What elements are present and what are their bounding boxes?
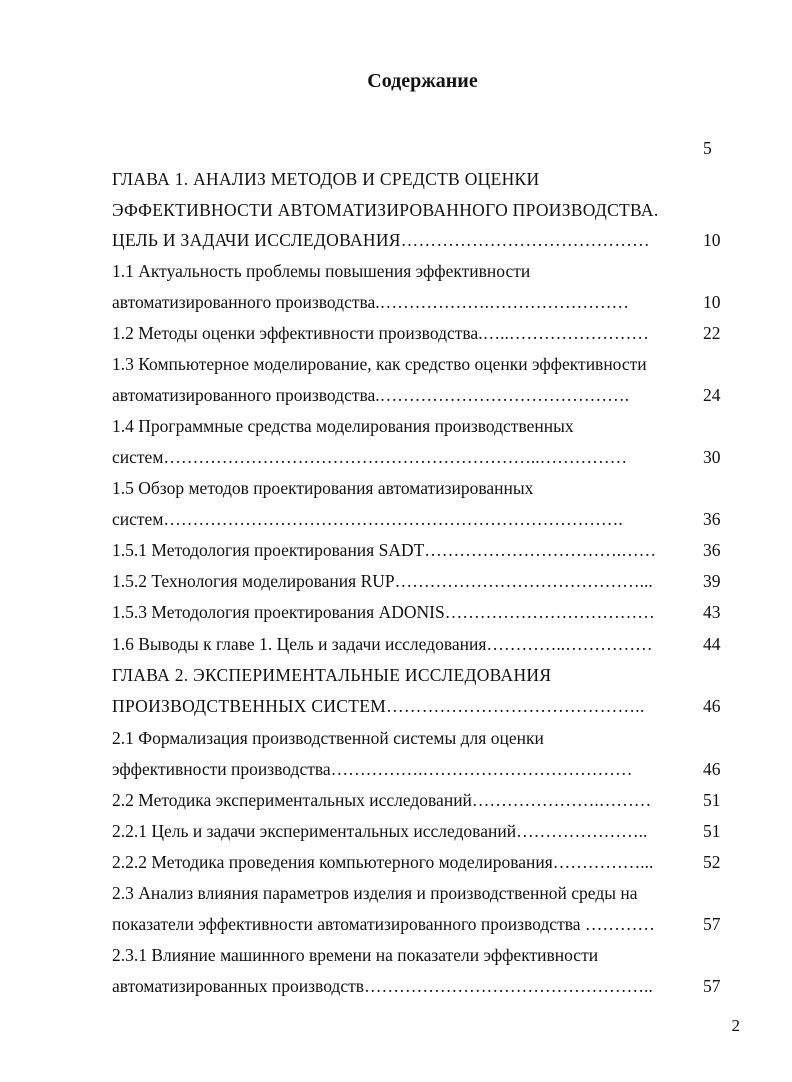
toc-entry: систем……………………………………………………………………. <box>112 509 623 529</box>
toc-page: 46 <box>703 759 721 779</box>
toc-entry: автоматизированных производств………………………………………….. <box>112 976 653 996</box>
toc-page: 51 <box>703 790 721 810</box>
toc-entry: 1.2 Методы оценки эффективности производства.…..…………………… <box>112 323 649 343</box>
toc-entry: 1.4 Программные средства моделирования производственных <box>112 416 574 436</box>
toc-page: 43 <box>703 602 721 622</box>
toc-entry: 1.5.2 Технология моделирования RUP……………………………………... <box>112 571 653 591</box>
toc-entry: ЭФФЕКТИВНОСТИ АВТОМАТИЗИРОВАННОГО ПРОИЗВОДСТВА. <box>112 200 659 220</box>
toc-entry: 2.2 Методика экспериментальных исследований………………….……… <box>112 790 652 810</box>
toc-entry: автоматизированного производства.……………………………………. <box>112 385 630 405</box>
toc-page: 57 <box>703 976 721 996</box>
toc-entry: ПРОИЗВОДСТВЕННЫХ СИСТЕМ…………………………………….. <box>112 696 645 716</box>
page-number: 2 <box>731 1016 740 1035</box>
toc-page: 39 <box>703 571 721 591</box>
toc-entry: систем………………………………………………………..…………… <box>112 447 628 467</box>
toc-entry: 1.5 Обзор методов проектирования автоматизированных <box>112 478 534 498</box>
toc-page: 36 <box>703 540 721 560</box>
toc-page: 10 <box>703 292 721 312</box>
toc-entry: 2.3 Анализ влияния параметров изделия и производственной среды на <box>112 883 638 903</box>
toc-entry: 1.6 Выводы к главе 1. Цель и задачи исследования…………..…………… <box>112 634 653 654</box>
toc-page: 22 <box>703 323 721 343</box>
toc-entry: показатели эффективности автоматизированного производства ………… <box>112 914 655 934</box>
toc-entry: 1.5.3 Методология проектирования ADONIS……………………………… <box>112 602 655 622</box>
toc-page: 57 <box>703 914 721 934</box>
toc-entry: 1.3 Компьютерное моделирование, как средство оценки эффективности <box>112 354 647 374</box>
toc-page: 10 <box>703 230 721 250</box>
toc-entry: 2.2.2 Методика проведения компьютерного моделирования……………... <box>112 852 654 872</box>
toc-entry: 2.1 Формализация производственной системы для оценки <box>112 728 544 748</box>
toc-entry: 1.5.1 Методология проектирования SADT…………………………….…… <box>112 540 657 560</box>
toc-entry: ГЛАВА 1. АНАЛИЗ МЕТОДОВ И СРЕДСТВ ОЦЕНКИ <box>112 169 540 189</box>
toc-entry: 2.3.1 Влияние машинного времени на показатели эффективности <box>112 945 599 965</box>
toc-page: 44 <box>703 634 721 654</box>
toc-entry: ЦЕЛЬ И ЗАДАЧИ ИССЛЕДОВАНИЯ…………………………………… <box>112 230 650 250</box>
toc-page: 36 <box>703 509 721 529</box>
toc-entry: ГЛАВА 2. ЭКСПЕРИМЕНТАЛЬНЫЕ ИССЛЕДОВАНИЯ <box>112 665 552 685</box>
toc-page: 24 <box>703 385 721 405</box>
page-title: Содержание <box>367 70 478 92</box>
toc-entry: эффективности производства…………….……………………………… <box>112 759 633 779</box>
toc-page: 30 <box>703 447 721 467</box>
toc-page: 5 <box>703 138 712 158</box>
toc-entry: автоматизированного производства.……………….…………………… <box>112 292 630 312</box>
toc-page: 52 <box>703 852 721 872</box>
toc-page: 46 <box>703 696 721 716</box>
toc-entry: 2.2.1 Цель и задачи экспериментальных исследований………………….. <box>112 821 648 841</box>
toc-entry: 1.1 Актуальность проблемы повышения эффективности <box>112 261 531 281</box>
toc-page: 51 <box>703 821 721 841</box>
